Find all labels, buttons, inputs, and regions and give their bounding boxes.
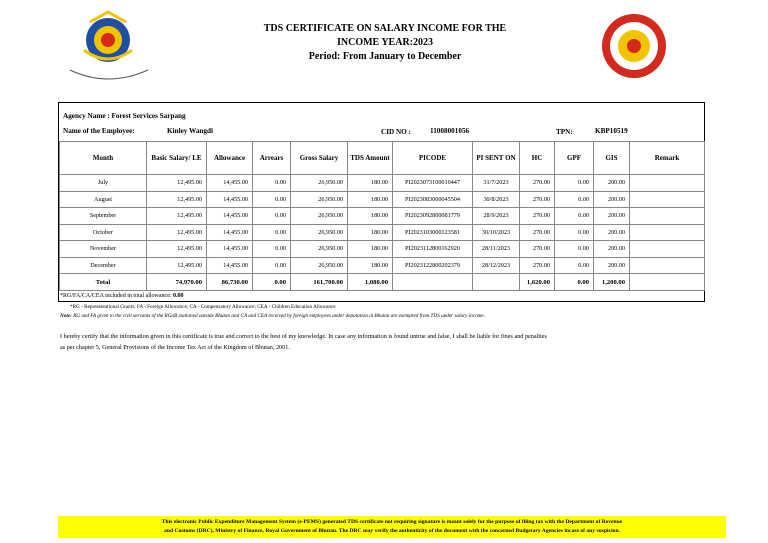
royal-emblem-icon [60,10,160,90]
table-cell: 26,950.00 [291,257,348,274]
table-cell: 0.00 [555,191,594,208]
table-cell: 14,455.00 [207,191,253,208]
tpn-label: TPN: [556,128,573,136]
table-cell: 12,495.00 [147,241,207,258]
table-row [60,241,705,258]
total-cell: 161,700.00 [291,274,348,291]
total-cell: 74,970.00 [147,274,207,291]
table-cell: 270.00 [520,241,555,258]
table-row [60,224,705,241]
table-cell: October [60,224,147,241]
table-cell: 270.00 [520,224,555,241]
banner-line-2: and Customs (DRC), Ministry of Finance, Royal Government of Bhutan. The DRC may verify the authenticity of the document with the concerned Budgetary Agencies incase of any suspicion. [164,528,620,534]
agency-logo-icon [600,12,668,80]
table-cell: September [60,208,147,225]
table-cell: PI2023083000045504 [393,191,473,208]
total-cell: 0.00 [555,274,594,291]
certification-line-1: I hereby certify that the information given in this certificate is true and correct to the best of my knowledge. In case any information is found untrue and false, I shall be liable for fines and penalties [60,333,547,340]
table-cell: 12,495.00 [147,175,207,192]
table-cell: PI2023073100010447 [393,175,473,192]
column-header: Arrears [253,142,291,175]
total-cell: 0.00 [253,274,291,291]
total-cell: Total [60,274,147,291]
table-cell: 12,495.00 [147,257,207,274]
column-header: Basic Salary/ LE [147,142,207,175]
column-header: Gross Salary [291,142,348,175]
table-cell: 0.00 [253,257,291,274]
table-cell: 180.00 [348,241,393,258]
total-cell: 86,730.00 [207,274,253,291]
allowance-note-value: 0.00 [173,293,184,299]
table-cell: 28/9/2023 [473,208,520,225]
table-row [60,208,705,225]
table-cell: 180.00 [348,191,393,208]
table-cell: November [60,241,147,258]
certification-line-2: as per chapter 5, General Provisions of the Income Tax Act of the Kingdom of Bhutan, 2001. [60,344,290,351]
table-cell: December [60,257,147,274]
total-cell: 1,620.00 [520,274,555,291]
table-cell: 14,455.00 [207,175,253,192]
table-cell: 270.00 [520,208,555,225]
abbreviation-note: *RG - Representational Grants; FA - Foreign Allowance; CA - Compensatory Allowance; CEA - Children Education Allowance [70,304,336,310]
table-cell [630,241,705,258]
table-cell: July [60,175,147,192]
table-cell: 270.00 [520,191,555,208]
table-cell: 0.00 [253,191,291,208]
table-cell: 0.00 [253,241,291,258]
table-cell: 200.00 [594,257,630,274]
table-cell: 28/11/2023 [473,241,520,258]
table-cell [630,175,705,192]
agency-name: Agency Name : Forest Services Sarpang [63,112,186,120]
exemption-note [60,313,485,319]
table-cell: 14,455.00 [207,208,253,225]
table-cell: 180.00 [348,224,393,241]
allowance-note [60,293,184,299]
table-cell: 200.00 [594,175,630,192]
table-cell [630,257,705,274]
cid-label: CID NO : [381,128,411,136]
table-cell: 0.00 [555,241,594,258]
column-header: PI SENT ON [473,142,520,175]
table-cell: 0.00 [555,208,594,225]
table-row [60,257,705,274]
table-cell: 14,455.00 [207,224,253,241]
table-cell: PI2023103000123581 [393,224,473,241]
table-cell: 0.00 [555,257,594,274]
table-cell: 26,950.00 [291,175,348,192]
period-line: Period: From January to December [308,51,462,62]
table-cell: 270.00 [520,175,555,192]
table-cell: 14,455.00 [207,241,253,258]
table-cell: 0.00 [555,175,594,192]
table-cell: 28/12/2023 [473,257,520,274]
allowance-note-text: *RG/FA/CA/CEA included in total allowance: [60,293,172,299]
table-cell: PI2023122800202379 [393,257,473,274]
table-cell: August [60,191,147,208]
total-cell: 1,200.00 [594,274,630,291]
column-header: GIS [594,142,630,175]
table-cell: PI2023092800081779 [393,208,473,225]
certification-statement [60,331,700,353]
column-header: TDS Amount [348,142,393,175]
tpn-value: KBP10519 [595,127,628,135]
total-cell [473,274,520,291]
table-cell: 200.00 [594,224,630,241]
table-cell: 31/7/2023 [473,175,520,192]
column-header: Allowance [207,142,253,175]
banner-line-1: This electronic Public Expenditure Management System (e-PEMS) generated TDS certificate not requiring signature is meant solely for the purpose of filing tax with the Department of Revenue [161,519,623,525]
table-cell: 12,495.00 [147,191,207,208]
table-cell: 26,950.00 [291,241,348,258]
table-cell: 0.00 [555,224,594,241]
table-cell: 30/8/2023 [473,191,520,208]
table-cell: 26,950.00 [291,191,348,208]
table-cell: 0.00 [253,175,291,192]
table-cell: 270.00 [520,257,555,274]
cid-value: 11008001056 [430,127,470,135]
certificate-title [210,22,560,64]
column-header: PICODE [393,142,473,175]
total-cell [393,274,473,291]
table-cell: 180.00 [348,175,393,192]
column-header: Month [60,142,147,175]
column-header: HC [520,142,555,175]
note-text: RG and FA given to the civil servants of the RGoB stationed outside Bhutan and CA and CEA received by foreign employees under deputation in Bhutan are exempted from TDS under salary income. [73,313,486,319]
table-cell [630,224,705,241]
employee-label: Name of the Employee: [63,127,135,135]
column-header: Remark [630,142,705,175]
total-cell [630,274,705,291]
table-cell: 12,495.00 [147,224,207,241]
table-cell: 200.00 [594,241,630,258]
table-cell: 200.00 [594,208,630,225]
table-cell: PI2023112800162920 [393,241,473,258]
note-label: Note: [60,313,72,319]
epems-disclaimer-banner [58,516,726,538]
table-cell [630,208,705,225]
title-line-1: TDS CERTIFICATE ON SALARY INCOME FOR THE [263,23,507,34]
table-cell: 12,495.00 [147,208,207,225]
table-cell: 180.00 [348,208,393,225]
table-header-row [60,142,705,175]
table-cell: 0.00 [253,208,291,225]
table-cell: 30/10/2023 [473,224,520,241]
table-cell: 200.00 [594,191,630,208]
table-row [60,191,705,208]
column-header: GPF [555,142,594,175]
title-line-2: INCOME YEAR:2023 [336,37,433,48]
total-row [60,274,705,291]
employee-name: Kinley Wangdi [167,127,214,135]
table-cell: 26,950.00 [291,224,348,241]
table-row [60,175,705,192]
table-cell: 26,950.00 [291,208,348,225]
table-cell: 14,455.00 [207,257,253,274]
table-cell: 180.00 [348,257,393,274]
table-cell [630,191,705,208]
total-cell: 1,080.00 [348,274,393,291]
salary-table [59,141,705,291]
table-cell: 0.00 [253,224,291,241]
